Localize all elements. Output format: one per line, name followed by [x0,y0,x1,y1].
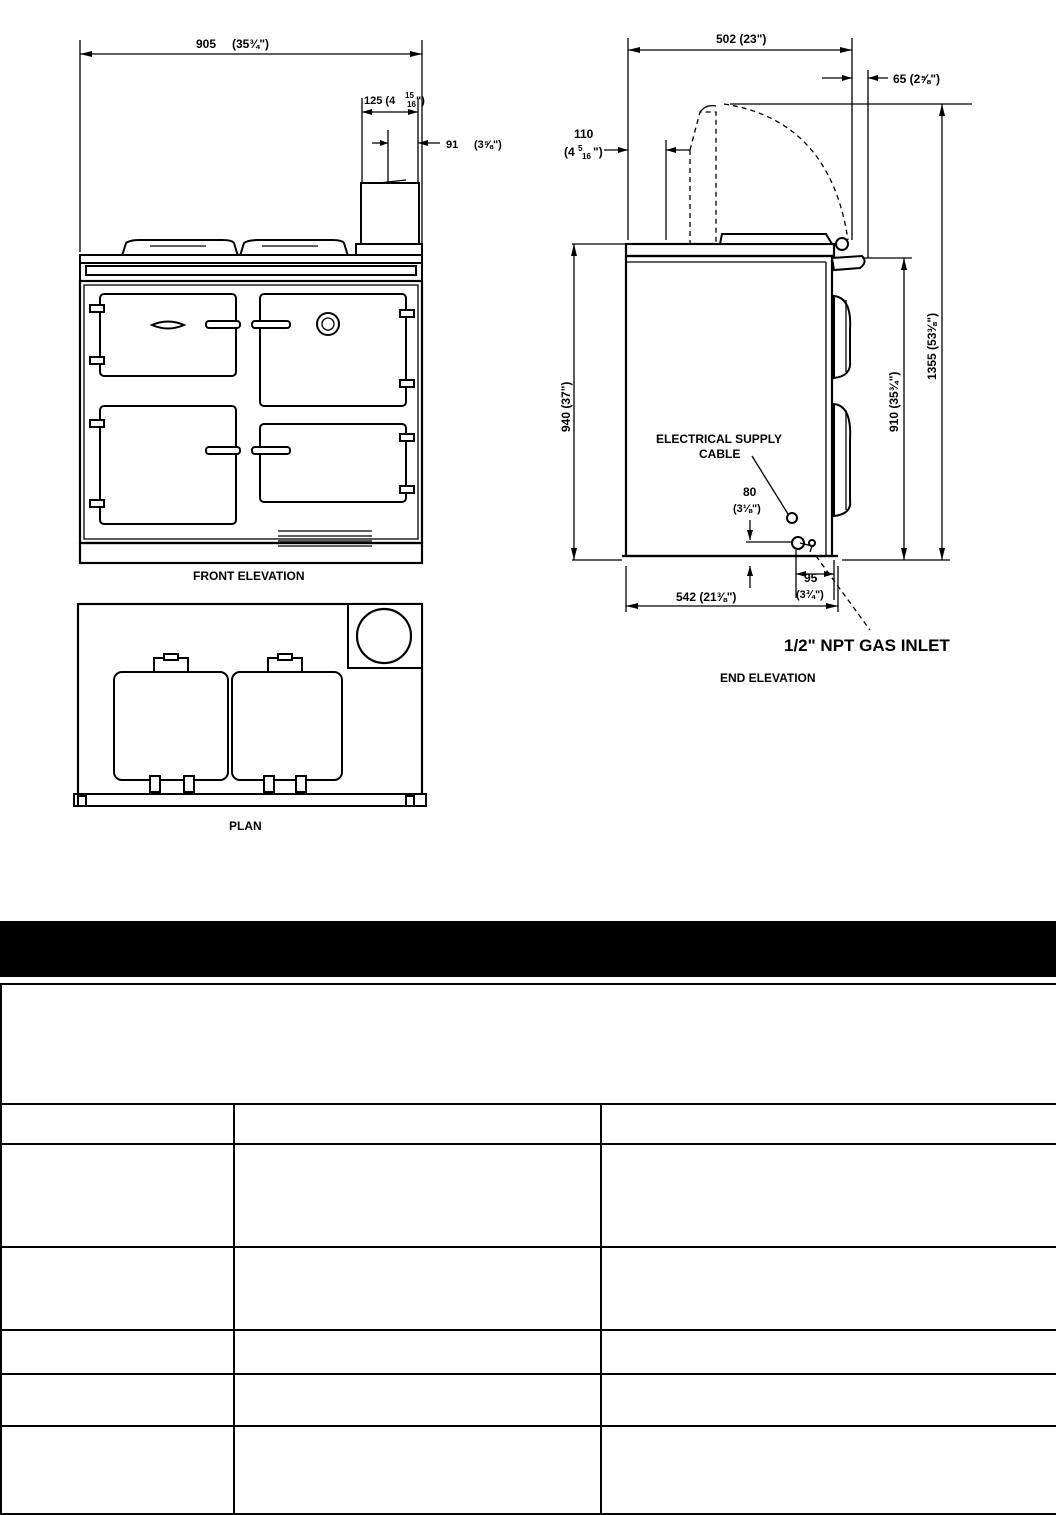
table-cell [234,1144,601,1247]
table-row [1,1247,1056,1330]
dim-height-body: 940 (37") [559,381,573,432]
table-cell [234,1104,601,1144]
dim-cable-height-in: (3⅛") [733,503,761,515]
table-cell [601,1330,1056,1374]
dim-rail-projection: 65 (2⅝") [893,72,941,86]
dim-rear-gap-close: ") [593,145,603,159]
dim-flue-box-frac-den: 16 [407,100,416,109]
table-cell [1,1330,234,1374]
dim-depth-base: 542 (21⅜") [676,590,737,604]
dim-gas-offset: 95 [804,571,818,585]
callout-gas-inlet: 1/2" NPT GAS INLET [784,636,950,655]
callout-electrical-line2: CABLE [699,447,741,461]
table-intro-row [1,984,1056,1104]
table-cell [601,1144,1056,1247]
table-cell [234,1374,601,1426]
table-cell [1,1104,234,1144]
front-elevation-caption: FRONT ELEVATION [193,569,305,583]
dim-rear-gap: 110 [574,127,594,141]
dim-cable-height: 80 [743,485,757,499]
table-cell [1,1247,234,1330]
dim-flue-box-frac-num: 15 [405,91,414,100]
end-elevation-drawing [559,32,972,685]
front-elevation-drawing [80,37,502,583]
table-cell [601,1247,1056,1330]
plan-caption: PLAN [229,819,262,833]
table-row [1,1104,1056,1144]
table-cell [601,1426,1056,1514]
dim-overall-width-in: (35¾") [232,37,270,51]
dim-flue-offset: 91 [446,139,459,151]
dim-height-lid-open: 1355 (53⅜") [925,312,939,380]
table-cell [234,1426,601,1514]
table-intro-cell [1,984,1056,1104]
dim-rear-gap-in: (4 [564,145,575,159]
dim-gas-offset-in: (3¾") [796,589,824,601]
specification-table [0,983,1056,1515]
end-elevation-caption: END ELEVATION [720,671,816,685]
section-header-band [0,921,1056,977]
dim-flue-offset-in: (3⅝") [474,139,502,151]
table-cell [601,1374,1056,1426]
dim-flue-box-close: ") [416,95,425,107]
dim-depth-top: 502 (23") [716,32,767,46]
plan-drawing [74,604,426,833]
dim-height-hotplate: 910 (35¾") [887,371,901,432]
table-cell [1,1426,234,1514]
dim-overall-width: 905 [196,37,217,51]
table-cell [234,1330,601,1374]
dim-rear-gap-frac: 5 [578,144,583,153]
table-cell [601,1104,1056,1144]
table-row [1,1426,1056,1514]
dim-flue-box: 125 (4 [364,95,396,107]
table-row [1,1330,1056,1374]
table-cell [234,1247,601,1330]
table-cell [1,1374,234,1426]
callout-electrical-line1: ELECTRICAL SUPPLY [656,432,783,446]
dim-rear-gap-frac-den: 16 [582,152,591,161]
table-cell [1,1144,234,1247]
table-row [1,1144,1056,1247]
table-row [1,1374,1056,1426]
